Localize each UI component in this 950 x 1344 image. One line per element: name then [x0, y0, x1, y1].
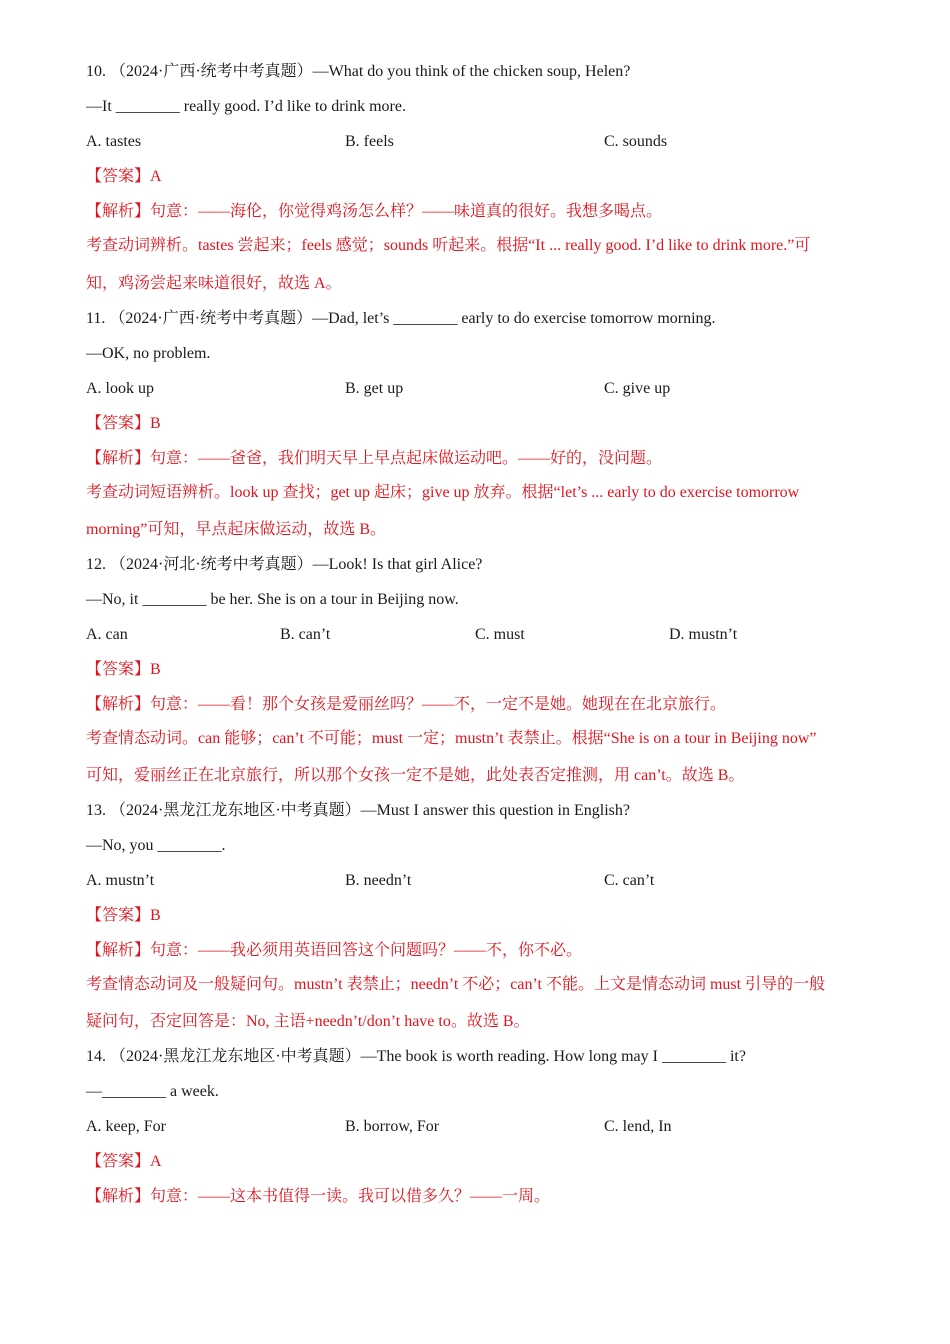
question-line: —No, you ________. [86, 837, 226, 854]
analysis-line: 知，鸡汤尝起来味道很好，故选 A。 [86, 275, 342, 292]
explanation: 【解析】句意：——看！那个女孩是爱丽丝吗？——不，一定不是她。她现在在北京旅行。 [86, 696, 727, 713]
option-b: B. needn’t [345, 872, 412, 889]
answer: 【答案】A [86, 168, 162, 185]
answer: 【答案】A [86, 1153, 162, 1170]
option-c: C. give up [604, 380, 671, 397]
option-b: B. get up [345, 380, 404, 397]
analysis-line: 考查情态动词。can 能够；can’t 不可能；must 一定；mustn’t 表禁止。根据“She is on a tour in Beijing now” [86, 730, 817, 747]
explanation: 【解析】句意：——这本书值得一读。我可以借多久？——一周。 [86, 1188, 551, 1205]
option-a: A. mustn’t [86, 872, 155, 889]
question-line: —OK, no problem. [86, 345, 211, 362]
option-c: C. sounds [604, 133, 668, 150]
option-b: B. borrow, For [345, 1118, 440, 1135]
option-d: D. mustn’t [669, 626, 738, 643]
option-c: C. can’t [604, 872, 655, 889]
option-a: A. look up [86, 380, 154, 397]
analysis-line: 考查动词短语辨析。look up 查找；get up 起床；give up 放弃。根据“let’s ... early to do exercise tomorrow [86, 484, 800, 501]
option-c: C. must [475, 626, 525, 643]
answer: 【答案】B [86, 661, 161, 678]
option-c: C. lend, In [604, 1118, 672, 1135]
question-line: —It ________ really good. I’d like to drink more. [86, 98, 406, 115]
answer: 【答案】B [86, 907, 161, 924]
explanation: 【解析】句意：——爸爸，我们明天早上早点起床做运动吧。——好的，没问题。 [86, 450, 663, 467]
explanation: 【解析】句意：——我必须用英语回答这个问题吗？——不，你不必。 [86, 942, 583, 959]
analysis-line: 疑问句，否定回答是：No, 主语+needn’t/don’t have to。故选 B。 [86, 1013, 530, 1030]
analysis-line: morning”可知，早点起床做运动，故选 B。 [86, 521, 386, 538]
question-stem: 10. （2024·广西·统考中考真题）—What do you think of the chicken soup, Helen? [86, 63, 631, 80]
option-b: B. feels [345, 133, 394, 150]
question-stem: 13. （2024·黑龙江龙东地区·中考真题）—Must I answer this question in English? [86, 802, 630, 819]
question-stem: 11. （2024·广西·统考中考真题）—Dad, let’s ________ early to do exercise tomorrow morning. [86, 310, 716, 327]
option-a: A. can [86, 626, 128, 643]
explanation: 【解析】句意：——海伦，你觉得鸡汤怎么样？——味道真的很好。我想多喝点。 [86, 203, 663, 220]
question-line: —________ a week. [86, 1083, 219, 1100]
question-stem: 12. （2024·河北·统考中考真题）—Look! Is that girl Alice? [86, 556, 483, 573]
analysis-line: 可知，爱丽丝正在北京旅行，所以那个女孩一定不是她，此处表否定推测，用 can’t。故选 B。 [86, 767, 745, 784]
option-b: B. can’t [280, 626, 331, 643]
question-stem: 14. （2024·黑龙江龙东地区·中考真题）—The book is worth reading. How long may I ________ it? [86, 1048, 746, 1065]
question-line: —No, it ________ be her. She is on a tour in Beijing now. [86, 591, 459, 608]
analysis-line: 考查情态动词及一般疑问句。mustn’t 表禁止；needn’t 不必；can’t 不能。上文是情态动词 must 引导的一般 [86, 976, 826, 993]
answer: 【答案】B [86, 415, 161, 432]
analysis-line: 考查动词辨析。tastes 尝起来；feels 感觉；sounds 听起来。根据“It ... really good. I’d like to drink more.”可 [86, 237, 811, 254]
option-a: A. tastes [86, 133, 142, 150]
option-a: A. keep, For [86, 1118, 166, 1135]
